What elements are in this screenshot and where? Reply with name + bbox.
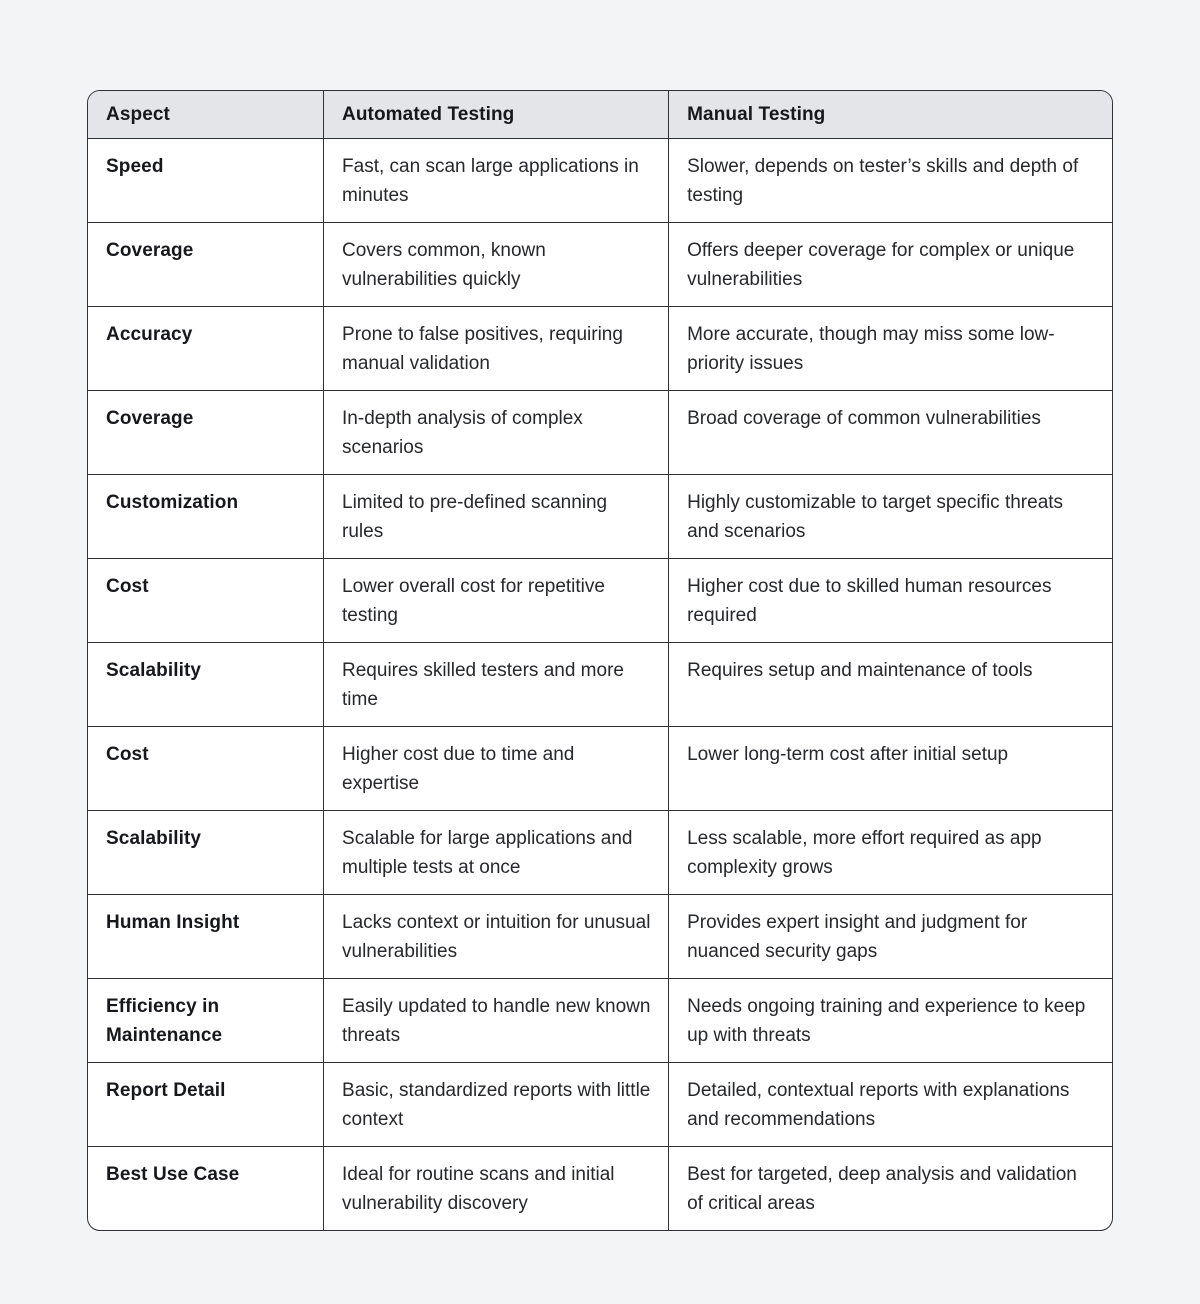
automated-vs-manual-testing-table	[88, 91, 1112, 1230]
cell-aspect: Cost	[88, 726, 324, 810]
cell-manual: Lower long-term cost after initial setup	[669, 726, 1112, 810]
cell-automated: Covers common, known vulnerabilities quickly	[324, 222, 669, 306]
cell-aspect: Human Insight	[88, 894, 324, 978]
cell-manual: Higher cost due to skilled human resources required	[669, 558, 1112, 642]
table-row	[88, 306, 1112, 390]
table-header	[88, 91, 1112, 138]
cell-aspect: Accuracy	[88, 306, 324, 390]
cell-manual: Detailed, contextual reports with explanations and recommendations	[669, 1062, 1112, 1146]
cell-aspect: Efficiency in Maintenance	[88, 978, 324, 1062]
table-row	[88, 642, 1112, 726]
table-row	[88, 558, 1112, 642]
table-row	[88, 894, 1112, 978]
cell-manual: Less scalable, more effort required as app complexity grows	[669, 810, 1112, 894]
cell-automated: Lacks context or intuition for unusual vulnerabilities	[324, 894, 669, 978]
cell-aspect: Coverage	[88, 222, 324, 306]
table-row	[88, 978, 1112, 1062]
table-row	[88, 222, 1112, 306]
cell-aspect: Best Use Case	[88, 1146, 324, 1230]
table-row	[88, 1062, 1112, 1146]
cell-automated: Lower overall cost for repetitive testing	[324, 558, 669, 642]
table-row	[88, 810, 1112, 894]
cell-manual: Provides expert insight and judgment for nuanced security gaps	[669, 894, 1112, 978]
cell-automated: Scalable for large applications and multiple tests at once	[324, 810, 669, 894]
table-row	[88, 474, 1112, 558]
table-row	[88, 1146, 1112, 1230]
column-header-automated-testing: Automated Testing	[324, 91, 669, 138]
cell-automated: Ideal for routine scans and initial vulnerability discovery	[324, 1146, 669, 1230]
cell-manual: Broad coverage of common vulnerabilities	[669, 390, 1112, 474]
header-row	[88, 91, 1112, 138]
cell-automated: Easily updated to handle new known threats	[324, 978, 669, 1062]
table-body	[88, 138, 1112, 1230]
cell-aspect: Customization	[88, 474, 324, 558]
cell-aspect: Scalability	[88, 642, 324, 726]
cell-automated: In-depth analysis of complex scenarios	[324, 390, 669, 474]
cell-automated: Basic, standardized reports with little context	[324, 1062, 669, 1146]
column-header-aspect: Aspect	[88, 91, 324, 138]
cell-aspect: Scalability	[88, 810, 324, 894]
column-header-manual-testing: Manual Testing	[669, 91, 1112, 138]
cell-automated: Limited to pre-defined scanning rules	[324, 474, 669, 558]
cell-manual: More accurate, though may miss some low-priority issues	[669, 306, 1112, 390]
cell-automated: Fast, can scan large applications in minutes	[324, 138, 669, 222]
cell-automated: Prone to false positives, requiring manual validation	[324, 306, 669, 390]
cell-aspect: Cost	[88, 558, 324, 642]
cell-aspect: Coverage	[88, 390, 324, 474]
cell-aspect: Report Detail	[88, 1062, 324, 1146]
table-row	[88, 390, 1112, 474]
cell-automated: Requires skilled testers and more time	[324, 642, 669, 726]
cell-manual: Needs ongoing training and experience to keep up with threats	[669, 978, 1112, 1062]
cell-manual: Highly customizable to target specific threats and scenarios	[669, 474, 1112, 558]
cell-aspect: Speed	[88, 138, 324, 222]
cell-manual: Slower, depends on tester’s skills and depth of testing	[669, 138, 1112, 222]
cell-automated: Higher cost due to time and expertise	[324, 726, 669, 810]
table-row	[88, 726, 1112, 810]
comparison-table	[87, 90, 1113, 1231]
cell-manual: Requires setup and maintenance of tools	[669, 642, 1112, 726]
cell-manual: Offers deeper coverage for complex or unique vulnerabilities	[669, 222, 1112, 306]
cell-manual: Best for targeted, deep analysis and validation of critical areas	[687, 1163, 1077, 1214]
table-row	[88, 138, 1112, 222]
